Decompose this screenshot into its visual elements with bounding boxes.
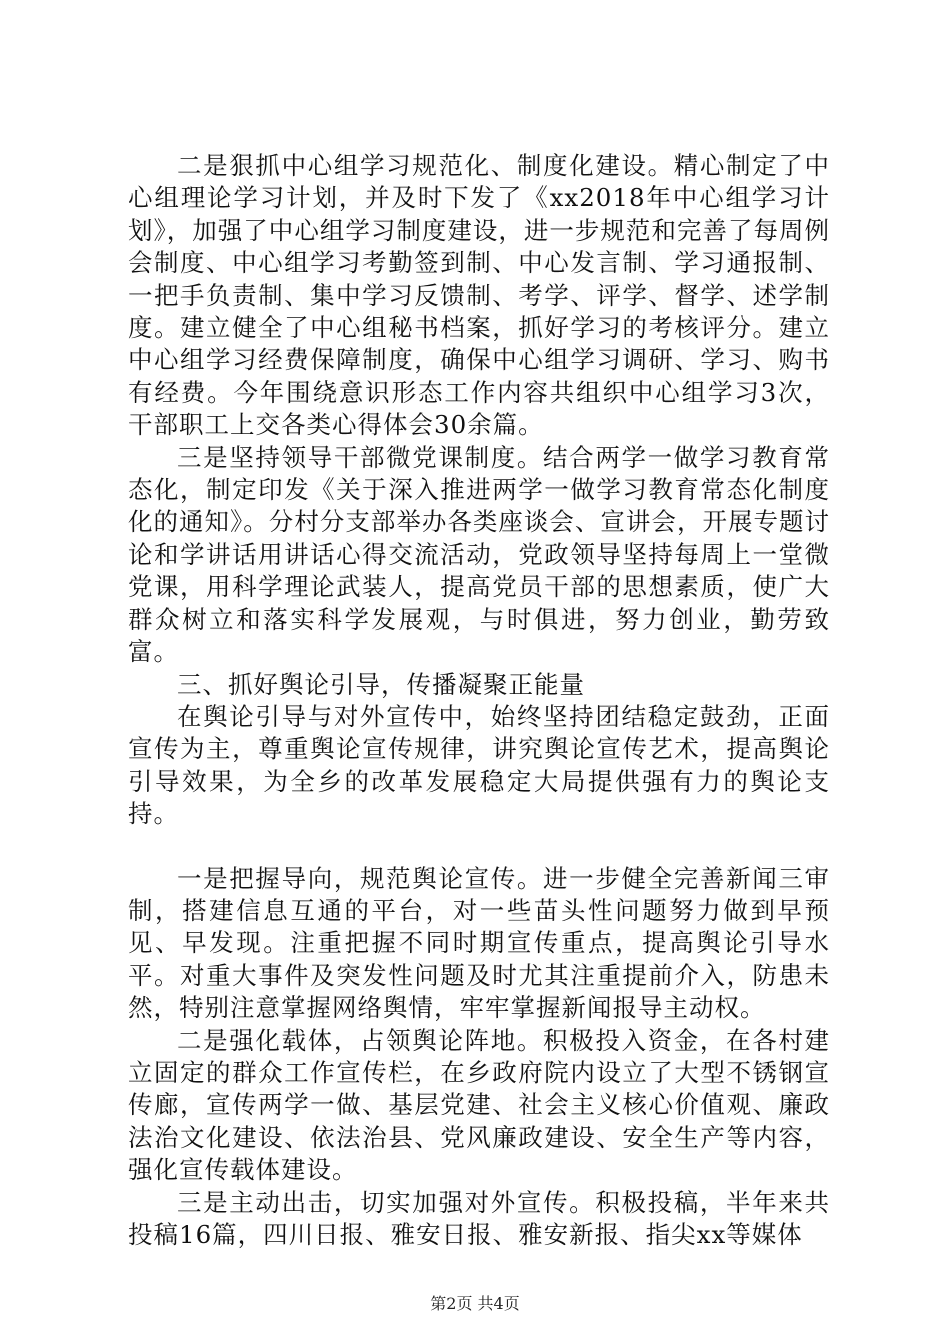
section-heading: 三、抓好舆论引导，传播凝聚正能量 — [177, 669, 585, 699]
paragraph-intro: 在舆论引导与对外宣传中，始终坚持团结稳定鼓劲，正面宣传为主，尊重舆论宣传规律，讲究舆论宣传艺术，提高舆论引导效果，为全乡的改革发展稳定大局提供强有力的舆论支持。 — [128, 701, 830, 829]
paragraph-study-system: 二是狠抓中心组学习规范化、制度化建设。精心制定了中心组理论学习计划，并及时下发了《xx2018年中心组学习计划》，加强了中心组学习制度建设，进一步规范和完善了每周例会制度、中心组学习考勤签到制、中心发言制、学习通报制、一把手负责制、集中学习反馈制、考学、评学、督学、述学制度。建立健全了中心组秘书档案，抓好学习的考核评分。建立中心组学习经费保障制度，确保中心组学习调研、学习、购书有经费。今年围绕意识形态工作内容共组织中心组学习3次，干部职工上交各类心得体会30余篇。 — [128, 151, 830, 440]
paragraph-micro-lecture: 三是坚持领导干部微党课制度。结合两学一做学习教育常态化，制定印发《关于深入推进两学一做学习教育常态化制度化的通知》。分村分支部举办各类座谈会、宣讲会，开展专题讨论和学讲话用讲话心得交流活动，党政领导坚持每周上一堂微党课，用科学理论武装人，提高党员干部的思想素质，使广大群众树立和落实科学发展观，与时俱进，努力创业，勤劳致富。 — [128, 442, 830, 667]
paragraph-point-one: 一是把握导向，规范舆论宣传。进一步健全完善新闻三审制，搭建信息互通的平台，对一些苗头性问题努力做到早预见、早发现。注重把握不同时期宣传重点，提高舆论引导水平。对重大事件及突发性问题及时尤其注重提前介入，防患未然，特别注意掌握网络舆情，牢牢掌握新闻报导主动权。 — [128, 863, 830, 1023]
paragraph-gap — [128, 831, 830, 863]
page-number-footer: 第2页 共4页 — [430, 1294, 520, 1313]
paragraph-point-three: 三是主动出击，切实加强对外宣传。积极投稿，半年来共投稿16篇，四川日报、雅安日报、雅安新报、指尖xx等媒体 — [128, 1187, 830, 1249]
paragraph-point-two: 二是强化载体，占领舆论阵地。积极投入资金，在各村建立固定的群众工作宣传栏，在乡政府院内设立了大型不锈钢宣传廊，宣传两学一做、基层党建、社会主义核心价值观、廉政法治文化建设、依法治县、党风廉政建设、安全生产等内容，强化宣传载体建设。 — [128, 1025, 830, 1185]
document-body — [128, 150, 830, 1251]
